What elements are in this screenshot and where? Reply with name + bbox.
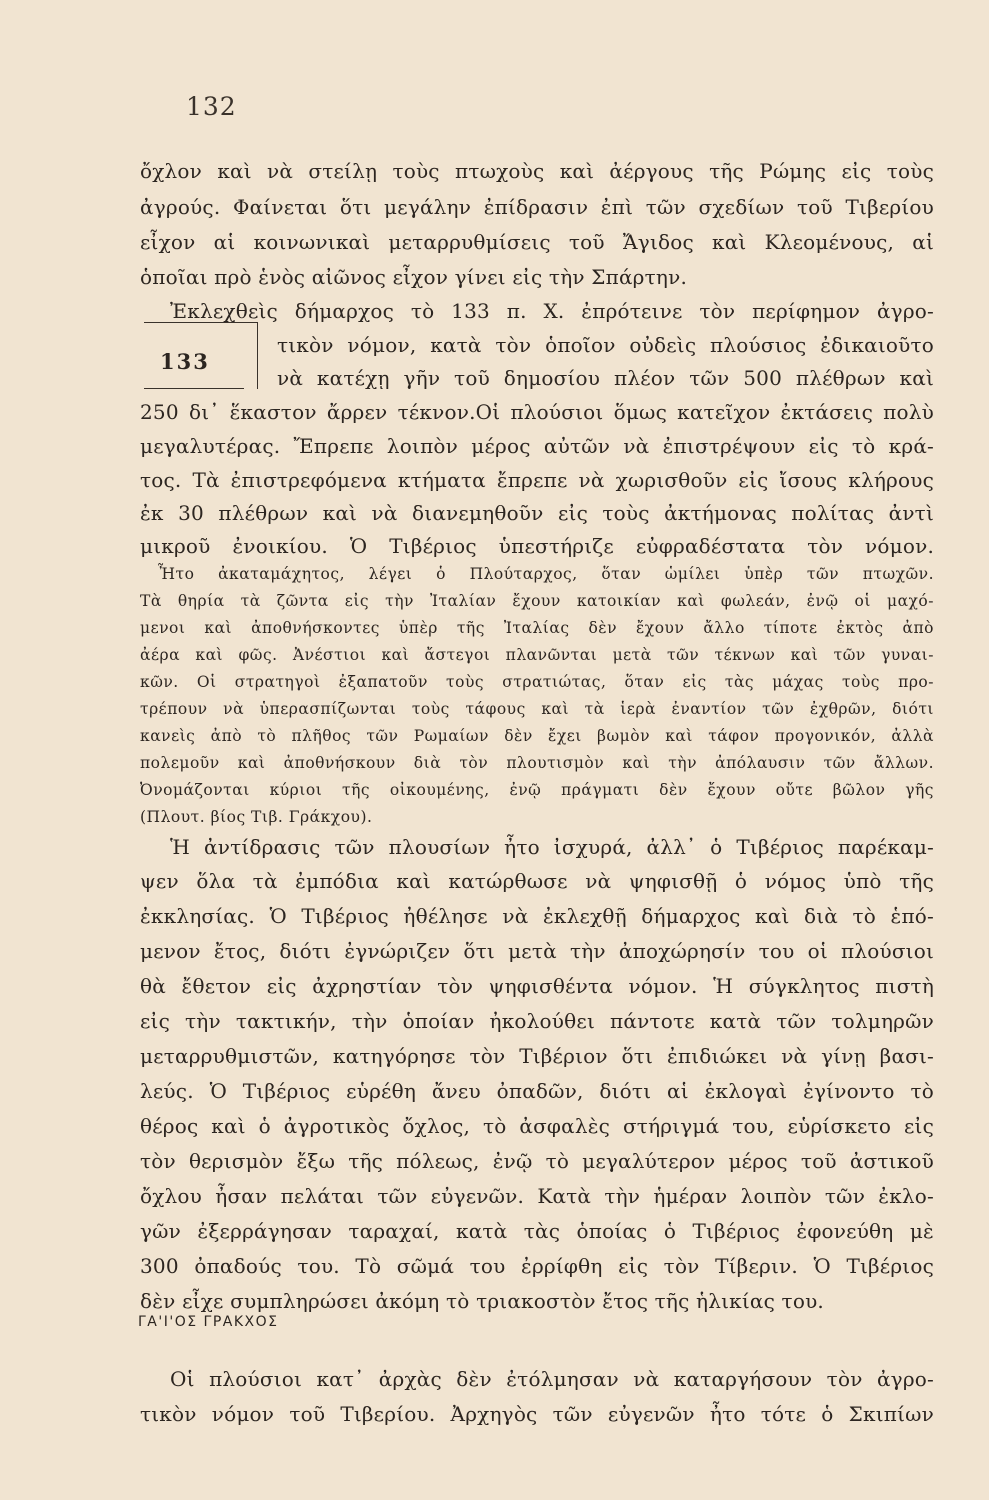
text-line: νὰ κατέχῃ γῆν τοῦ δημοσίου πλέον τῶν 500 πλέθρων καὶ: [277, 366, 934, 390]
section-heading: ΓΑ'Ι'ΟΣ ΓΡΑΚΧΟΣ: [138, 1314, 279, 1330]
text-line: τὸν θερισμὸν ἔξω τῆς πόλεως, ἐνῷ τὸ μεγαλύτερον μέρος τοῦ ἀστικοῦ: [140, 1149, 934, 1173]
text-line: Οἱ πλούσιοι κατ᾽ ἀρχὰς δὲν ἐτόλμησαν νὰ καταργήσουν τὸν ἀγρο-: [170, 1367, 934, 1391]
text-line: μεγαλυτέρας. Ἔπρεπε λοιπὸν μέρος αὐτῶν νὰ ἐπιστρέψουν εἰς τὸ κρά-: [140, 434, 934, 458]
text-line: ψεν ὅλα τὰ ἐμπόδια καὶ κατώρθωσε νὰ ψηφισθῇ ὁ νόμος ὑπὸ τῆς: [140, 869, 934, 893]
text-line: τος. Τὰ ἐπιστρεφόμενα κτήματα ἔπρεπε νὰ χωρισθοῦν εἰς ἴσους κλήρους: [140, 468, 934, 492]
text-line: Ἐκλεχθεὶς δήμαρχος τὸ 133 π. Χ. ἐπρότεινε τὸν περίφημον ἀγρο-: [170, 299, 934, 323]
quote-line: μενοι καὶ ἀποθνήσκοντες ὑπὲρ τῆς Ἰταλίας δὲν ἔχουν ἄλλο τίποτε ἐκτὸς ἀπὸ: [140, 619, 934, 637]
text-line: μικροῦ ἐνοικίου. Ὁ Τιβέριος ὑπεστήριζε εὐφραδέστατα τὸν νόμον.: [140, 534, 934, 558]
page-number: 132: [186, 92, 237, 121]
quote-line: Ἦτο ἀκαταμάχητος, λέγει ὁ Πλούταρχος, ὅταν ὡμίλει ὑπὲρ τῶν πτωχῶν.: [158, 565, 934, 583]
text-line: τικὸν νόμον, κατὰ τὸν ὁποῖον οὐδεὶς πλούσιος ἐδικαιοῦτο: [277, 333, 934, 357]
text-line: γῶν ἐξερράγησαν ταραχαί, κατὰ τὰς ὁποίας ὁ Τιβέριος ἐφονεύθη μὲ: [140, 1219, 934, 1243]
text-line: ὁποῖαι πρὸ ἑνὸς αἰῶνος εἶχον γίνει εἰς τὴν Σπάρτην.: [140, 265, 688, 289]
margin-note-number: 133: [160, 349, 210, 374]
margin-note-rule: [144, 388, 244, 389]
margin-note-box: [144, 322, 258, 389]
quote-line: Τὰ θηρία τὰ ζῶντα εἰς τὴν Ἰταλίαν ἔχουν κατοικίαν καὶ φωλεάν, ἐνῷ οἱ μαχό-: [140, 592, 934, 610]
text-line: μεταρρυθμιστῶν, κατηγόρησε τὸν Τιβέριον ὅτι ἐπιδιώκει νὰ γίνῃ βασι-: [140, 1044, 934, 1068]
text-line: ἐκκλησίας. Ὁ Τιβέριος ἠθέλησε νὰ ἐκλεχθῇ δήμαρχος καὶ διὰ τὸ ἑπό-: [140, 904, 934, 928]
text-line: μενον ἔτος, διότι ἐγνώριζεν ὅτι μετὰ τὴν ἀποχώρησίν του οἱ πλούσιοι: [140, 939, 934, 963]
text-line: τικὸν νόμον τοῦ Τιβερίου. Ἀρχηγὸς τῶν εὐγενῶν ἦτο τότε ὁ Σκιπίων: [140, 1402, 934, 1426]
text-line: ὄχλον καὶ νὰ στείλῃ τοὺς πτωχοὺς καὶ ἀέργους τῆς Ρώμης εἰς τοὺς: [140, 159, 934, 183]
quote-line: πολεμοῦν καὶ ἀποθνήσκουν διὰ τὸν πλουτισμὸν καὶ τὴν ἀπόλαυσιν τῶν ἄλλων.: [140, 754, 934, 772]
quote-line: Ὀνομάζονται κύριοι τῆς οἰκουμένης, ἐνῷ πράγματι δὲν ἔχουν οὔτε βῶλον γῆς: [140, 781, 934, 799]
text-line: ὄχλου ἦσαν πελάται τῶν εὐγενῶν. Κατὰ τὴν ἡμέραν λοιπὸν τῶν ἐκλο-: [140, 1184, 934, 1208]
text-line: 300 ὀπαδούς του. Τὸ σῶμά του ἐρρίφθη εἰς τὸν Τίβεριν. Ὁ Τιβέριος: [140, 1254, 934, 1278]
text-line: θέρος καὶ ὁ ἀγροτικὸς ὄχλος, τὸ ἀσφαλὲς στήριγμά του, εὑρίσκετο εἰς: [140, 1114, 934, 1138]
quote-line: κῶν. Οἱ στρατηγοὶ ἐξαπατοῦν τοὺς στρατιώτας, ὅταν εἰς τὰς μάχας τοὺς προ-: [140, 673, 934, 691]
quote-line: (Πλουτ. βίος Τιβ. Γράκχου).: [140, 808, 373, 826]
quote-line: ἀέρα καὶ φῶς. Ἀνέστιοι καὶ ἄστεγοι πλανῶνται μετὰ τῶν τέκνων καὶ τῶν γυναι-: [140, 646, 934, 664]
text-line: 250 δι᾽ ἕκαστον ἄρρεν τέκνον.Οἱ πλούσιοι ὅμως κατεῖχον ἐκτάσεις πολὺ: [140, 400, 934, 424]
quote-line: τρέπουν νὰ ὑπερασπίζωνται τοὺς τάφους καὶ τὰ ἱερὰ ἐναντίον τῶν ἐχθρῶν, διότι: [140, 700, 934, 718]
text-line: λεύς. Ὁ Τιβέριος εὑρέθη ἄνευ ὀπαδῶν, διότι αἱ ἐκλογαὶ ἐγίνοντο τὸ: [140, 1079, 934, 1103]
text-line: εἰς τὴν τακτικήν, τὴν ὁποίαν ἠκολούθει πάντοτε κατὰ τῶν τολμηρῶν: [140, 1009, 934, 1033]
text-line: ἐκ 30 πλέθρων καὶ νὰ διανεμηθοῦν εἰς τοὺς ἀκτήμονας πολίτας ἀντὶ: [140, 501, 934, 525]
text-line: Ἡ ἀντίδρασις τῶν πλουσίων ἦτο ἰσχυρά, ἀλλ᾽ ὁ Τιβέριος παρέκαμ-: [170, 835, 934, 859]
text-line: δὲν εἶχε συμπληρώσει ἀκόμη τὸ τριακοστὸν ἔτος τῆς ἡλικίας του.: [140, 1289, 824, 1313]
text-line: θὰ ἔθετον εἰς ἀχρηστίαν τὸν ψηφισθέντα νόμον. Ἡ σύγκλητος πιστὴ: [140, 974, 934, 998]
text-line: εἶχον αἱ κοινωνικαὶ μεταρρυθμίσεις τοῦ Ἄγιδος καὶ Κλεομένους, αἱ: [140, 230, 934, 254]
quote-line: κανεὶς ἀπὸ τὸ πλῆθος τῶν Ρωμαίων δὲν ἔχει βωμὸν καὶ τάφον προγονικόν, ἀλλὰ: [140, 727, 934, 745]
text-line: ἀγρούς. Φαίνεται ὅτι μεγάλην ἐπίδρασιν ἐπὶ τῶν σχεδίων τοῦ Τιβερίου: [140, 195, 934, 219]
